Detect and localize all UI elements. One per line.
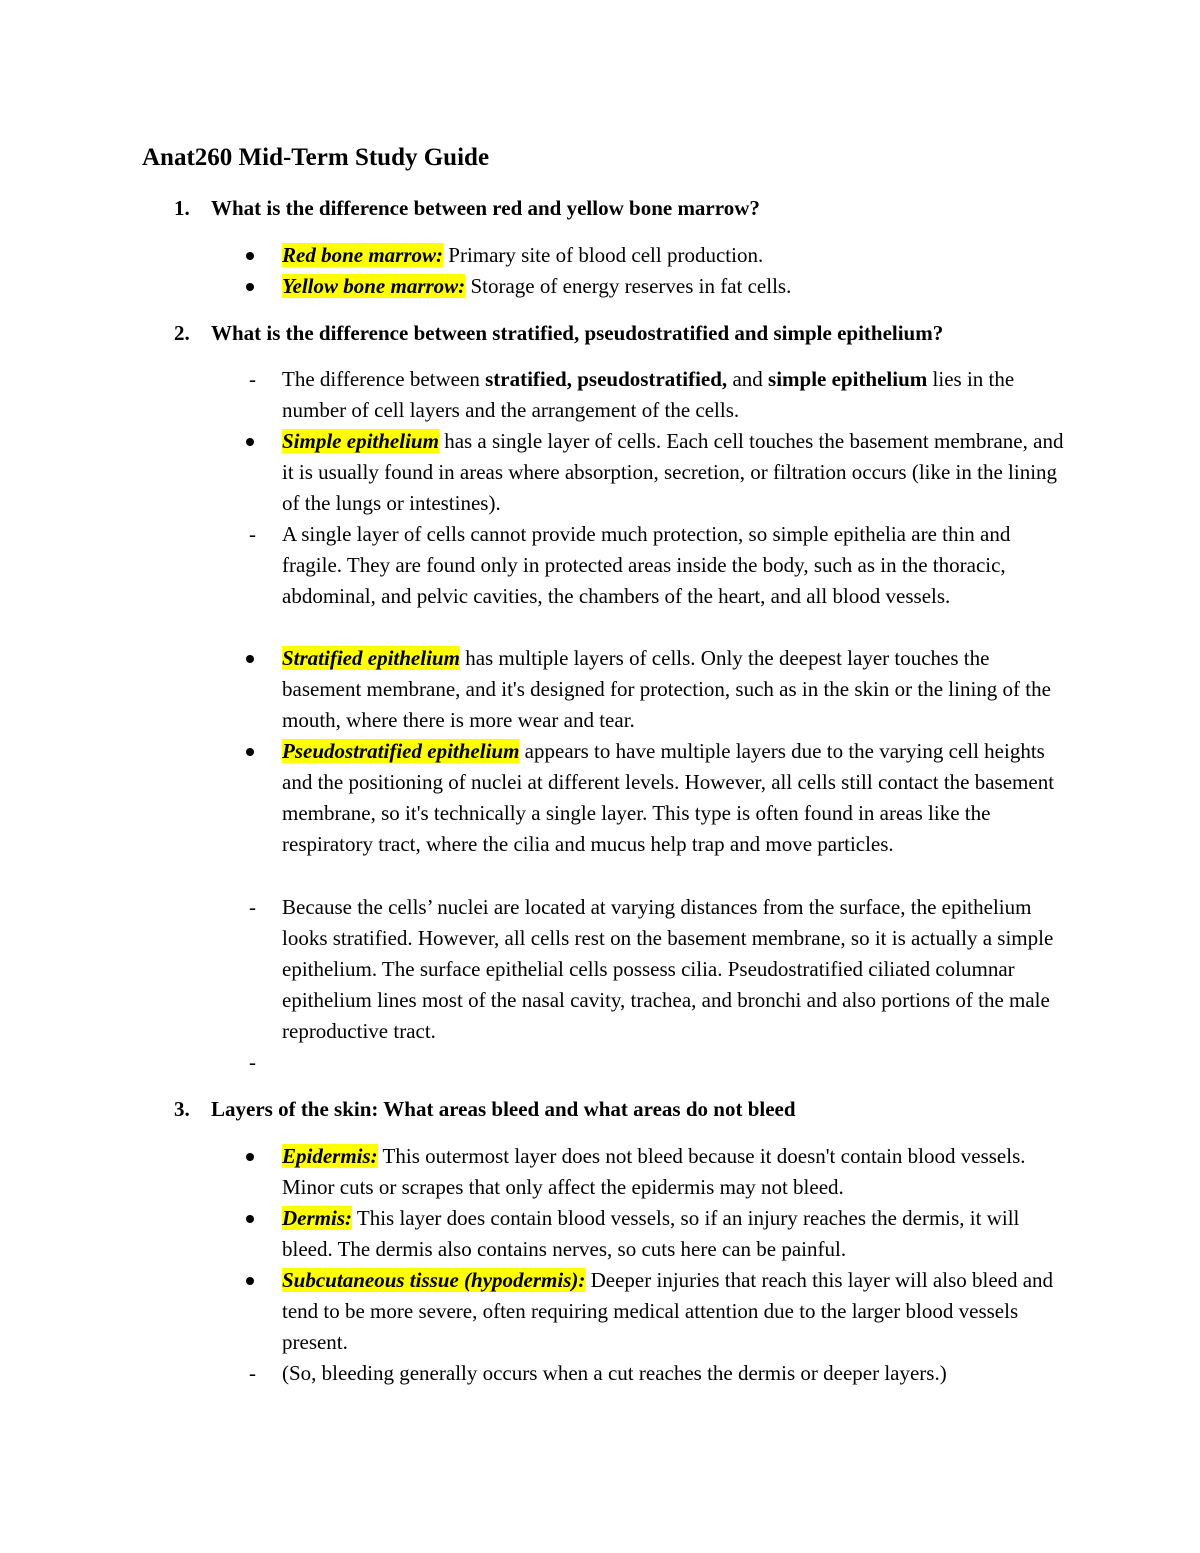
highlighted-term: Pseudostratified epithelium xyxy=(282,739,520,763)
item-body: has multiple layers of cells. Only the deepest layer touches the basement membrane, and it's designed for protection, such as in the skin or the lining of the mouth, where there is more wear and tear. xyxy=(282,646,1051,732)
list-item-text xyxy=(282,643,1072,736)
dash-marker: - xyxy=(249,1361,256,1385)
bullet-icon xyxy=(244,736,258,767)
question-1-number: 1. xyxy=(174,196,190,220)
list-item-text xyxy=(282,240,1072,271)
highlighted-term: Red bone marrow: xyxy=(282,243,444,267)
list-item-text xyxy=(282,1141,1072,1203)
dash-marker: - xyxy=(249,522,256,546)
highlighted-term: Epidermis: xyxy=(282,1144,378,1168)
list-item-text: A single layer of cells cannot provide much protection, so simple epithelia are thin and fragile. They are found only in protected areas inside the body, such as in the thoracic, abdominal, and pelvic cavities, the chambers of the heart, and all blood vessels. xyxy=(282,522,1011,608)
highlighted-term: Dermis: xyxy=(282,1206,352,1230)
bullet-icon xyxy=(244,643,258,674)
item-body: has a single layer of cells. Each cell touches the basement membrane, and it is usually found in areas where absorption, secretion, or filtration occurs (like in the lining of the lungs or intestines). xyxy=(282,429,1064,515)
item-body: This layer does contain blood vessels, so if an injury reaches the dermis, it will bleed. The dermis also contains nerves, so cuts here can be painful. xyxy=(282,1206,1020,1261)
item-body: appears to have multiple layers due to the varying cell heights and the positioning of nuclei at different levels. However, all cells still contact the basement membrane, so it's technically a single layer. This type is often found in areas like the respiratory tract, where the cilia and mucus help trap and move particles. xyxy=(282,739,1055,856)
bullet-icon xyxy=(244,240,258,271)
bullet-icon xyxy=(244,426,258,457)
highlighted-term: Subcutaneous tissue (hypodermis): xyxy=(282,1268,586,1292)
bold-term: simple epithelium xyxy=(768,367,928,391)
list-item-text: Because the cells’ nuclei are located at varying distances from the surface, the epithelium looks stratified. However, all cells rest on the basement membrane, so it is actually a simple epithelium. The surface epithelial cells possess cilia. Pseudostratified ciliated columnar epithelium lines most of the nasal cavity, trachea, and bronchi and also portions of the male reproductive tract. xyxy=(282,895,1054,1043)
list-item-text xyxy=(282,1265,1072,1358)
dash-marker: - xyxy=(249,367,256,391)
list-item-text xyxy=(282,271,1072,302)
highlighted-term: Stratified epithelium xyxy=(282,646,460,670)
question-2-number: 2. xyxy=(174,321,190,345)
item-body: Deeper injuries that reach this layer will also bleed and tend to be more severe, often requiring medical attention due to the larger blood vessels present. xyxy=(282,1268,1054,1354)
bullet-icon xyxy=(244,1141,258,1172)
list-item-text xyxy=(282,736,1072,860)
item-body: lies in the number of cell layers and the arrangement of the cells. xyxy=(282,367,1015,422)
highlighted-term: Simple epithelium xyxy=(282,429,439,453)
question-1-text: What is the difference between red and yellow bone marrow? xyxy=(211,196,760,220)
item-body: The difference between xyxy=(282,367,486,391)
bullet-icon xyxy=(244,271,258,302)
list-item-text: (So, bleeding generally occurs when a cut reaches the dermis or deeper layers.) xyxy=(282,1361,947,1385)
item-body: This outermost layer does not bleed because it doesn't contain blood vessels. Minor cuts or scrapes that only affect the epidermis may not bleed. xyxy=(282,1144,1026,1199)
bold-term: stratified xyxy=(485,367,567,391)
item-body: Primary site of blood cell production. xyxy=(443,243,764,267)
bold-term: pseudostratified, xyxy=(577,367,728,391)
bullet-icon xyxy=(244,1203,258,1234)
item-body: and xyxy=(727,367,769,391)
highlighted-term: Yellow bone marrow: xyxy=(282,274,466,298)
dash-marker: - xyxy=(249,895,256,919)
list-item-text xyxy=(282,364,1072,426)
item-body: Storage of energy reserves in fat cells. xyxy=(465,274,792,298)
dash-marker: - xyxy=(249,1050,256,1074)
list-item-text xyxy=(282,426,1072,519)
question-2-text: What is the difference between stratified, pseudostratified and simple epithelium? xyxy=(211,321,944,345)
list-item-text xyxy=(282,1203,1072,1265)
question-3-number: 3. xyxy=(174,1097,190,1121)
page-title: Anat260 Mid-Term Study Guide xyxy=(142,144,490,171)
question-3-text: Layers of the skin: What areas bleed and what areas do not bleed xyxy=(211,1097,796,1121)
bullet-icon xyxy=(244,1265,258,1296)
item-body: , xyxy=(566,367,578,391)
